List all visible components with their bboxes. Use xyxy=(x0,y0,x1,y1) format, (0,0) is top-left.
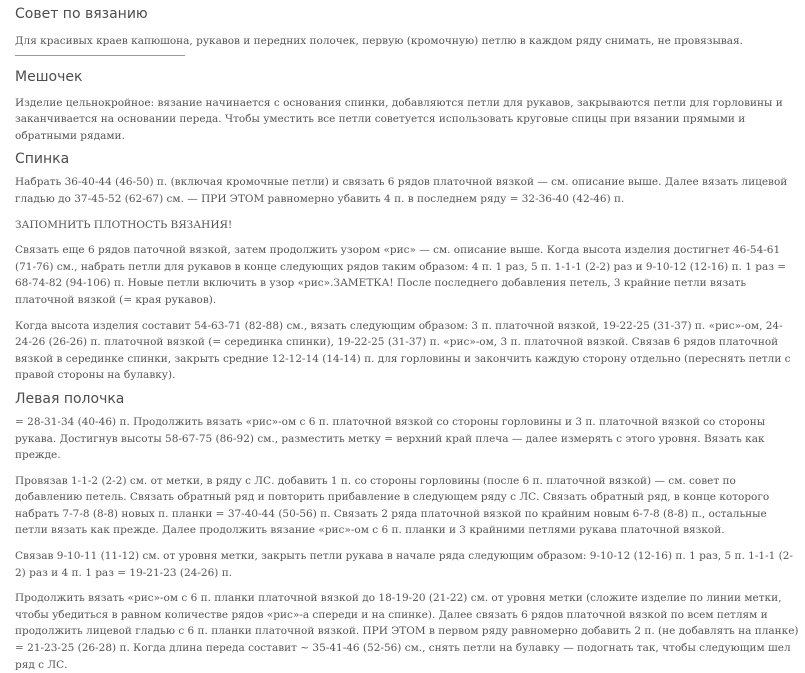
paragraph-left-front-4: Продолжить вязать «рис»-ом с 6 п. планки платочной вязкой до 18-19-20 (21-22) см. от уровня метки (сложите изделие по линии метки, чтобы убедиться в равном количестве рядов «рис»-а спереди и на спинке). Далее связать 6 рядов платочной вязкой по всем петлям и продолжить лицевой гладью с 6 п. планки платочной вязкой. ПРИ ЭТОМ в первом ряду равномерно добавить 2 п. (не добавлять на планке) = 21-23-25 (26-28) п. Когда длина переда составит ~ 35-41-46 (52-56) см., снять петли на булавку — подогнать так, чтобы следующим шел ряд с ЛС. xyxy=(15,592,799,671)
paragraph-back-gauge-note: ЗАПОМНИТЬ ПЛОТНОСТЬ ВЯЗАНИЯ! xyxy=(15,218,233,231)
paragraph-left-front-2: Провязав 1-1-2 (2-2) см. от метки, в ряду с ЛС. добавить 1 п. со стороны горловины (после 6 п. платочной вязкой) — см. совет по добавлению петель. Связать обратный ряд и повторить прибавление в следующем ряду с ЛС. Связать обратный ряд, в конце которого набрать 7-7-8 (8-8) новых п. планки = 37-40-44 (50-56) п. Связать 2 ряда платочной вязкой по крайним новым 6-7-8 (8-8) п., остальные петли вязать как прежде. Далее продолжить вязание «рис»-ом с 6 п. планки и 3 крайними петлями рукава платочной вязкой. xyxy=(15,474,770,537)
heading-knitting-tip: Совет по вязанию xyxy=(15,6,148,22)
section-divider xyxy=(15,55,185,56)
paragraph-back-2: Связать еще 6 рядов паточной вязкой, затем продолжить узором «рис» — см. описание выше. Когда высота изделия достигнет 46-54-61 (71-76) см., набрать петли для рукавов в конце следующих рядов таким образом: 4 п. 1 раз, 5 п. 1-1-1 (2-2) раз и 9-10-12 (12-16) п. 1 раз = 68-74-82 (94-106) п. Новые петли включить в узор «рис».ЗАМЕТКА! После последнего добавления петель, 3 крайние петли вязать платочной вязкой (= края рукавов). xyxy=(15,244,787,306)
paragraph-left-front-1: = 28-31-34 (40-46) п. Продолжить вязать «рис»-ом с 6 п. платочной вязкой со стороны горловины и 3 п. платочной вязкой со стороны рукава. Достигнув высоты 58-67-75 (86-92) см., разместить метку = верхний край плеча — далее измерять с этого уровня. Вязать как прежде. xyxy=(15,415,766,462)
paragraph-bag: Изделие цельнокройное: вязание начинается с основания спинки, добавляются петли для рукавов, закрываются петли для горловины и заканчивается на основании переда. Чтобы уместить все петли советуется использовать круговые спицы при вязании прямыми и обратными рядами. xyxy=(15,96,783,142)
paragraph-back-3: Когда высота изделия составит 54-63-71 (82-88) см., вязать следующим образом: 3 п. платочной вязкой, 19-22-25 (31-37) п. «рис»-ом, 24-24-26 (26-26) п. платочной вязкой (= серединка спинки), 19-22-25 (31-37) п. «рис»-ом, 3 п. платочной вязкой. Связав 6 рядов платочной вязкой в серединке спинки, закрыть средние 12-12-14 (14-14) п. для горловины и закончить каждую сторону отдельно (переснять петли с правой стороны на булавку). xyxy=(15,319,791,382)
paragraph-knitting-tip: Для красивых краев капюшона, рукавов и передних полочек, первую (кромочную) петлю в каждом ряду снимать, не провязывая. xyxy=(15,35,743,47)
heading-bag: Мешочек xyxy=(15,68,83,85)
paragraph-back-1: Набрать 36-40-44 (46-50) п. (включая кромочные петли) и связать 6 рядов платочной вязкой — см. описание выше. Далее вязать лицевой гладью до 37-45-52 (62-67) см. — ПРИ ЭТОМ равномерно убавить 4 п. в последнем ряду = 32-36-40 (42-46) п. xyxy=(15,176,788,205)
heading-back: Спинка xyxy=(15,151,70,168)
paragraph-left-front-3: Связав 9-10-11 (11-12) см. от уровня метки, закрыть петли рукава в начале ряда следующим образом: 9-10-12 (12-16) п. 1 раз, 5 п. 1-1-1 (2-2) раз и 4 п. 1 раз = 19-21-23 (24-26) п. xyxy=(15,550,793,579)
heading-left-front: Левая полочка xyxy=(15,390,125,407)
article-content xyxy=(0,5,805,671)
